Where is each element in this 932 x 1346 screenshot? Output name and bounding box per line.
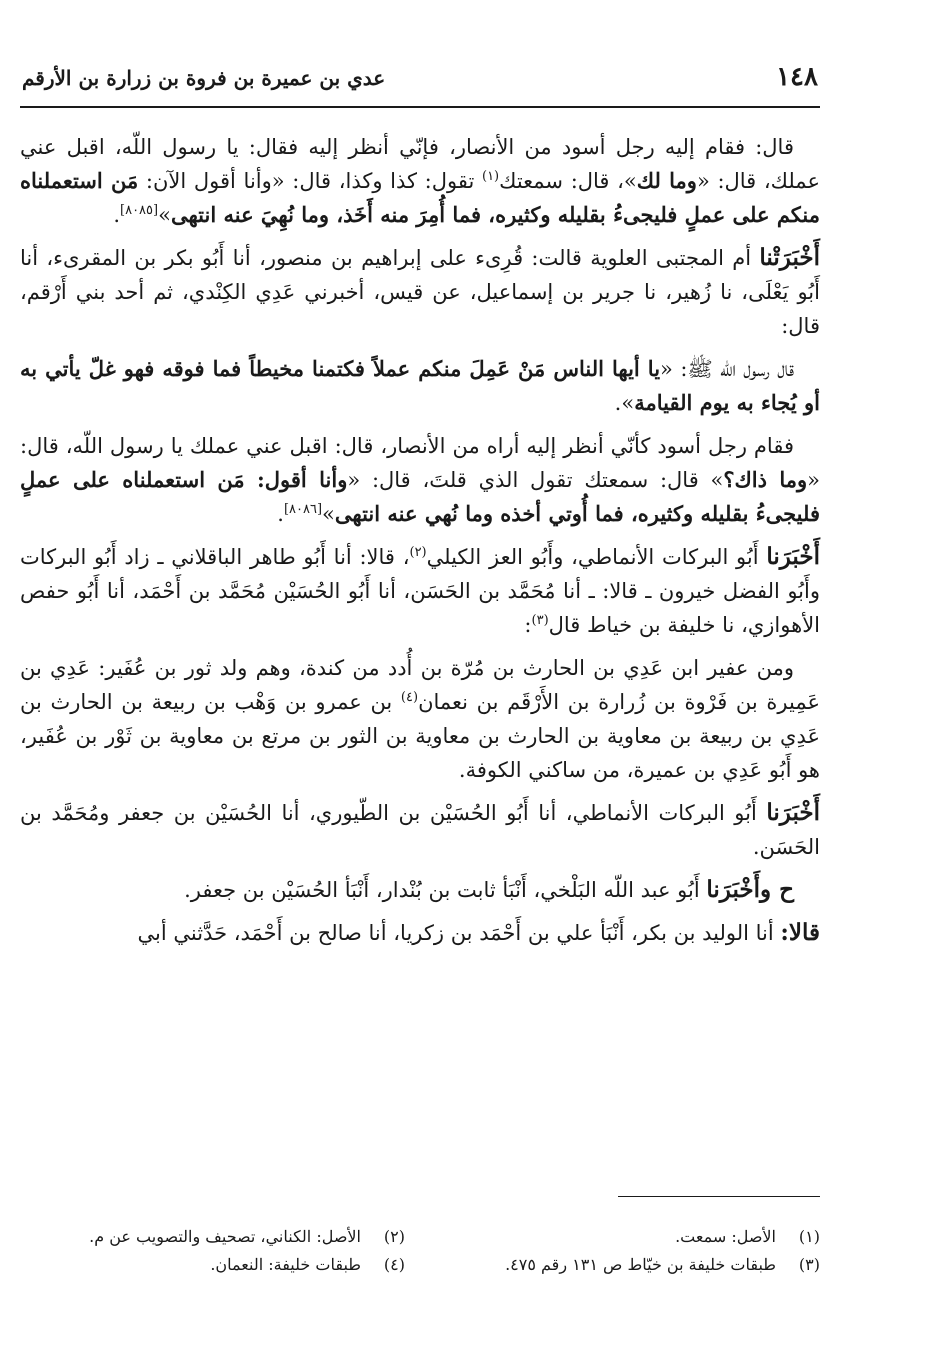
text-run: قال رسول اللّه ﷺ: «	[660, 357, 794, 381]
text-run: أَبُو عبد اللّه البَلْخي، أَنْبَأ ثابت بن بُنْدار، أَنْبَأ الحُسَيْن بن جعفر.	[184, 878, 707, 902]
paragraph	[20, 130, 820, 232]
paragraph	[20, 651, 820, 787]
text-run: :	[524, 613, 532, 637]
text-run: »، قال: سمعتك	[499, 169, 637, 193]
text-run: ».	[614, 391, 635, 415]
isnad-lead-word: ح وأَخْبَرَنا	[706, 876, 794, 903]
footnote	[435, 1252, 820, 1278]
text-run: أم المجتبى العلوية قالت: قُرِىء على إبراهيم بن منصور، أنا أَبُو بكر بن المقرىء، أنا أَبُو يَعْلَى، نا زُهير، نا جرير بن إسماعيل، عن قيس، أخبرني عَدِي الكِنْدي، ثم أحد بني أَرْقم، قال:	[20, 246, 820, 338]
text-run: أَبُو البركات الأنماطي، وأَبُو العز الكيلي	[426, 545, 767, 569]
paragraph	[20, 540, 820, 642]
footnote-text: طبقات خليفة بن خيّاط ص ١٣١ رقم ٤٧٥.	[505, 1255, 776, 1274]
footnote-text: الأصل: الكناني، تصحيف والتصويب عن م.	[89, 1227, 361, 1246]
footnote-number: (١)	[798, 1227, 820, 1246]
paragraph	[20, 352, 820, 420]
footnote-number: (٤)	[383, 1255, 405, 1274]
page-number: ١٤٨	[776, 62, 818, 92]
footnote-divider	[618, 1196, 820, 1197]
hadith-text: يا أيها الناس مَنْ عَمِلَ منكم عملاً فكتمنا مخيطاً فما فوقه فهو غلّ يأتي به أو يُجاء به يوم القيامة	[20, 356, 820, 415]
footnote-marker: (٣)	[531, 613, 549, 628]
hadith-text: وأنا أقول: مَن استعملناه على عملٍ فليجىءُ بقليله وكثيره، فما أُوتي أخذه وما نُهي عنه انتهى	[20, 467, 820, 526]
text-run: بن عمرو بن وَهْب بن ربيعة بن الحارث بن عَدِي بن ربيعة بن معاوية بن الحارث بن معاوية بن الثور بن مرتع بن معاوية بن ثَوْر بن عُفَير، هو أَبُو عَدِي بن عميرة، من ساكني الكوفة.	[20, 690, 820, 782]
footnote	[20, 1224, 405, 1250]
paragraph	[20, 241, 820, 343]
text-run: »	[158, 203, 171, 227]
footnote-marker: (٢)	[409, 545, 427, 560]
paragraph	[20, 916, 820, 950]
text-run: تقول: كذا وكذا، قال: «وأنا أقول الآن:	[138, 169, 482, 193]
hadith-text: وما لك	[636, 168, 697, 193]
footnote-marker: [٨٠٨٥]	[120, 203, 159, 218]
footnote-text: طبقات خليفة: النعمان.	[210, 1255, 361, 1274]
isnad-lead-word: أَخْبَرَنا	[766, 543, 820, 570]
footnote-text: الأصل: سمعت.	[675, 1227, 776, 1246]
running-header	[20, 62, 820, 108]
text-run: فقام رجل أسود كأنّي أنظر إليه أراه من الأنصار، قال: اقبل عني عملك يا رسول اللّه، قال: «	[20, 434, 820, 492]
isnad-lead-word: قالا:	[780, 919, 820, 946]
text-run: .	[113, 203, 121, 227]
footnote-number: (٣)	[798, 1255, 820, 1274]
text-run: قال: فقام إليه رجل أسود من الأنصار، فإنّي أنظر إليه فقال: يا رسول اللّه، اقبل عني عملك، قال: «	[20, 135, 820, 193]
text-run: .	[277, 502, 284, 526]
isnad-lead-word: أَخْبَرَتْنا	[759, 244, 820, 271]
footnote-marker: [٨٠٨٦]	[283, 502, 323, 517]
main-text	[20, 130, 820, 950]
hadith-text: مَن استعملناه منكم على عملٍ فليجىءُ بقليله وكثيره، فما أُمِرَ منه أَخَذ، وما نُهِيَ عنه انتهى	[20, 168, 820, 227]
footnote	[20, 1252, 405, 1278]
text-run: » قال: سمعتك تقول الذي قلتَ، قال: «	[347, 468, 724, 492]
hadith-text: وما ذاك؟	[723, 467, 808, 492]
running-title: عدي بن عميرة بن فروة بن زرارة بن الأرقم	[22, 66, 386, 90]
paragraph	[20, 796, 820, 864]
paragraph	[20, 873, 820, 907]
text-run: ومن عفير ابن عَدِي بن الحارث بن مُرّة بن أُدد من كندة، وهم ولد ثور بن عُفَير: عَدِي بن عَمِيرة بن فَرْوة بن زُرارة بن الأَرْقَم بن نعمان	[20, 656, 820, 714]
footnote-marker: (١)	[481, 169, 500, 184]
footnotes	[20, 1224, 820, 1278]
text-run: »	[322, 502, 335, 526]
text-run: ، قالا: أنا أَبُو طاهر الباقلاني ـ زاد أَبُو البركات وأَبُو الفضل خيرون ـ قالا: ـ أنا مُحَمَّد بن الحَسَن، أنا أَبُو الحُسَيْن مُحَمَّد بن أَحْمَد، أنا أَبُو حفص الأهوازي، نا خليفة بن خياط قال	[20, 545, 820, 637]
text-run: أَبُو البركات الأنماطي، أنا أَبُو الحُسَيْن بن الطّيوري، أنا الحُسَيْن بن جعفر ومُحَمَّد بن الحَسَن.	[20, 801, 820, 859]
paragraph	[20, 429, 820, 531]
footnote	[435, 1224, 820, 1250]
book-page	[20, 62, 820, 959]
text-run: أنا الوليد بن بكر، أَنْبَأ علي بن أَحْمَد بن زكريا، أنا صالح بن أَحْمَد، حَدَّثني أبي	[137, 921, 781, 945]
footnote-marker: (٤)	[400, 690, 419, 705]
footnote-number: (٢)	[383, 1227, 405, 1246]
isnad-lead-word: أَخْبَرَنا	[766, 799, 820, 826]
